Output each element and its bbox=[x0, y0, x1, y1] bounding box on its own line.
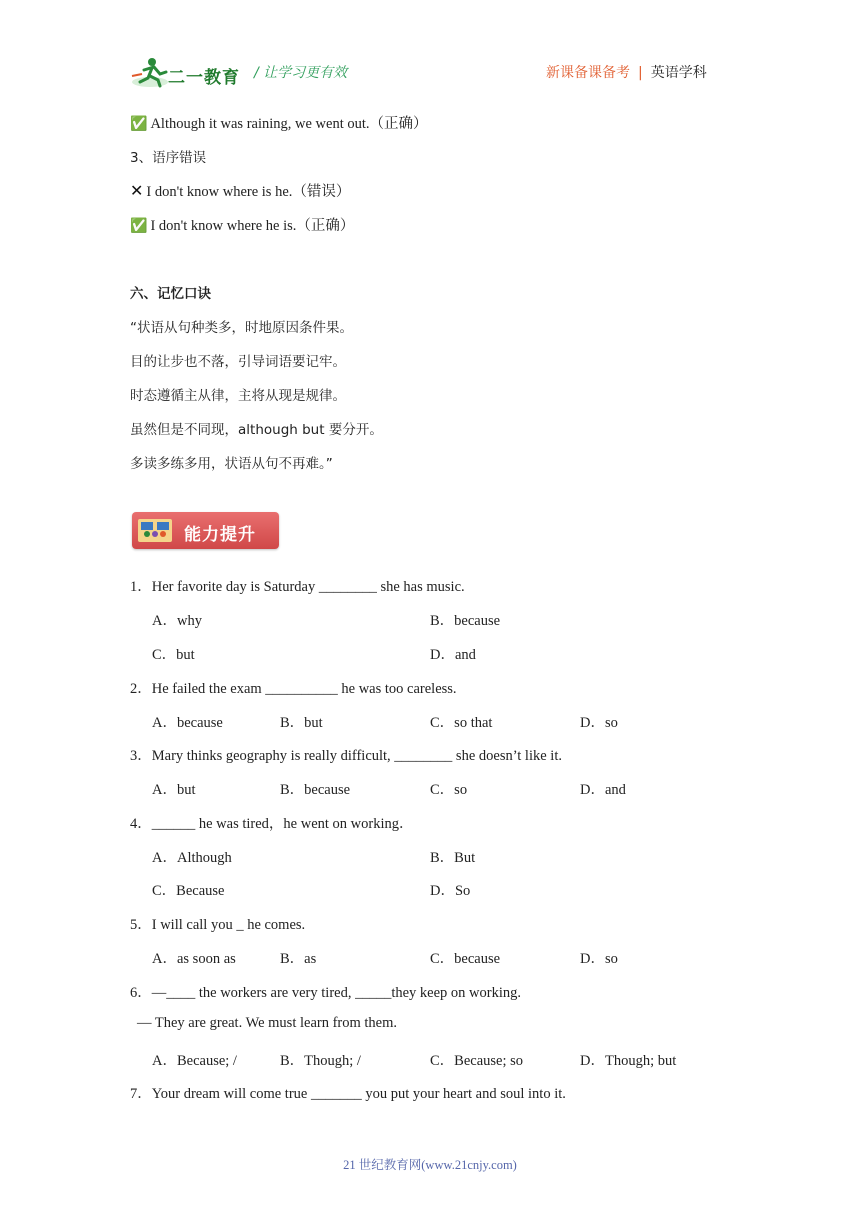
option-d: D．Though; but bbox=[580, 1053, 677, 1069]
option-d: D．and bbox=[430, 647, 476, 663]
option-c: C．Because; so bbox=[430, 1053, 524, 1069]
header-tags bbox=[546, 62, 707, 82]
question-stem: 3．Mary thinks geography is really difficult, ________ she doesn’t like it. bbox=[130, 748, 562, 764]
option-d: D．and bbox=[580, 782, 626, 798]
option-b: B．but bbox=[280, 715, 323, 731]
people-icon bbox=[138, 519, 172, 542]
question-stem: 7．Your dream will come true _______ you put your heart and soul into it. bbox=[130, 1086, 566, 1102]
mnemonic-line: 目的让步也不落，引导词语要记牢。 bbox=[130, 354, 346, 370]
option-b: B．because bbox=[280, 782, 351, 798]
question-stem: 5．I will call you _ he comes. bbox=[130, 917, 306, 933]
example-correct-1 bbox=[130, 112, 428, 133]
mnemonic-line: 时态遵循主从律，主将从现是规律。 bbox=[130, 388, 346, 404]
footer-source: 21 世纪教育网(www.21cnjy.com) bbox=[343, 1158, 517, 1172]
example-text: I don't know where he is.（正确） bbox=[150, 218, 355, 234]
option-b: B．Though; / bbox=[280, 1053, 361, 1069]
header-separator: | bbox=[638, 65, 643, 81]
check-icon: ✅ bbox=[130, 116, 148, 132]
option-c: C．because bbox=[430, 951, 501, 967]
example-correct-2 bbox=[130, 214, 354, 235]
dialog-reply: — They are great. We must learn from them. bbox=[137, 1015, 398, 1031]
question-stem: 4．______ he was tired，he went on working． bbox=[130, 816, 414, 832]
option-a: A．but bbox=[152, 782, 196, 798]
question-stem: 6．—____ the workers are very tired, _____they keep on working. bbox=[130, 985, 521, 1001]
example-text: Although it was raining, we went out.（正确） bbox=[150, 116, 428, 132]
option-c: C．Because bbox=[152, 883, 225, 899]
logo-text: 二一教育 bbox=[168, 68, 240, 88]
option-d: D．So bbox=[430, 883, 471, 899]
option-a: A．because bbox=[152, 715, 223, 731]
mnemonic-line: “状语从句种类多，时地原因条件果。 bbox=[130, 320, 353, 336]
option-a: A．why bbox=[152, 613, 202, 629]
cross-icon: ✕ bbox=[130, 181, 144, 200]
option-d: D．so bbox=[580, 715, 618, 731]
slogan: / 让学习更有效 bbox=[254, 65, 348, 81]
ability-banner bbox=[132, 512, 279, 549]
option-c: C．but bbox=[152, 647, 195, 663]
mnemonic-line: 多读多练多用，状语从句不再难。” bbox=[130, 456, 333, 472]
check-icon: ✅ bbox=[130, 218, 148, 234]
question-stem: 2．He failed the exam __________ he was too careless. bbox=[130, 681, 457, 697]
section-title-word-order: 3、语序错误 bbox=[130, 150, 207, 166]
option-b: B．But bbox=[430, 850, 476, 866]
option-a: A．as soon as bbox=[152, 951, 236, 967]
mnemonic-heading: 六、记忆口诀 bbox=[130, 286, 211, 302]
mnemonic-line: 虽然但是不同现，although but 要分开。 bbox=[130, 422, 383, 438]
header-tag-subject: 英语学科 bbox=[650, 65, 707, 81]
example-text: I don't know where is he.（错误） bbox=[146, 184, 351, 200]
option-b: B．as bbox=[280, 951, 317, 967]
banner-label: 能力提升 bbox=[184, 525, 256, 545]
question-stem: 1．Her favorite day is Saturday ________ she has music. bbox=[130, 579, 465, 595]
option-b: B．because bbox=[430, 613, 501, 629]
option-a: A．Because; / bbox=[152, 1053, 237, 1069]
example-wrong bbox=[130, 180, 350, 201]
option-c: C．so bbox=[430, 782, 468, 798]
option-a: A．Although bbox=[152, 850, 232, 866]
option-c: C．so that bbox=[430, 715, 493, 731]
header-tag-course: 新课备课备考 bbox=[546, 65, 630, 81]
option-d: D．so bbox=[580, 951, 618, 967]
